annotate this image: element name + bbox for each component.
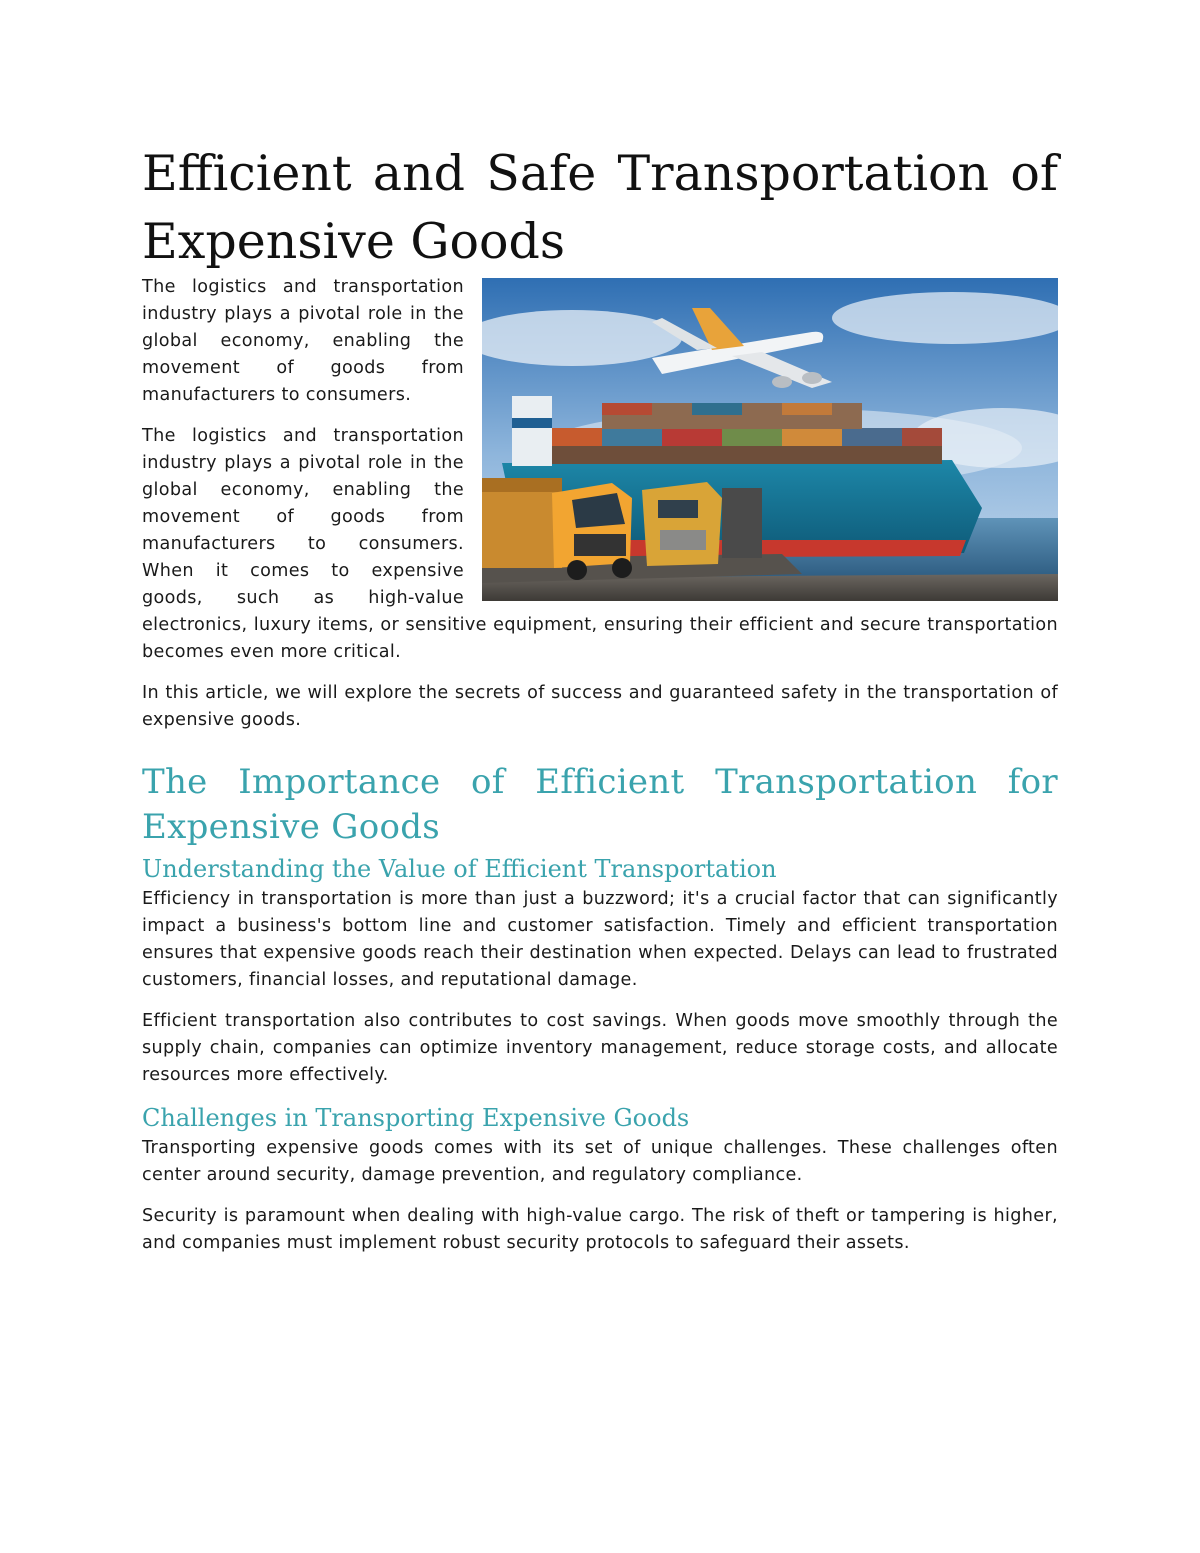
subsection-heading: Understanding the Value of Efficient Transportation — [142, 855, 777, 883]
intro-paragraph: The logistics and transportation industry plays a pivotal role in the global economy, enabling the movement of goods from manufacturers to consumers. When it comes to expensive goods, such as high-value electronics, luxury items, or sensitive equipment, ensuring their efficient and secure transportation becomes even more critical. — [142, 426, 1058, 662]
body-paragraph: Transporting expensive goods comes with its set of unique challenges. These challenges often center around security, damage prevention, and regulatory compliance. — [142, 1138, 1058, 1185]
subsection-heading: Challenges in Transporting Expensive Goods — [142, 1104, 690, 1132]
body-paragraph: Efficient transportation also contributes to cost savings. When goods move smoothly through the supply chain, companies can optimize inventory management, reduce storage costs, and allocate resources more effectively. — [142, 1011, 1058, 1085]
intro-paragraph: The logistics and transportation industry plays a pivotal role in the global economy, enabling the movement of goods from manufacturers to consumers. — [142, 277, 464, 405]
document-body — [142, 140, 1058, 1271]
body-paragraph: Security is paramount when dealing with high-value cargo. The risk of theft or tampering is higher, and companies must implement robust security protocols to safeguard their assets. — [142, 1206, 1058, 1253]
body-paragraph: Efficiency in transportation is more than just a buzzword; it's a crucial factor that can significantly impact a business's bottom line and customer satisfaction. Timely and efficient transportation ensures that expensive goods reach their destination when expected. Delays can lead to frustrated customers, financial losses, and reputational damage. — [142, 889, 1058, 990]
transport-illustration — [482, 278, 1058, 601]
intro-paragraph: In this article, we will explore the secrets of success and guaranteed safety in the transportation of expensive goods. — [142, 683, 1058, 730]
section-heading: The Importance of Efficient Transportation for Expensive Goods — [142, 762, 1058, 847]
document-title: Efficient and Safe Transportation of Expensive Goods — [142, 145, 1058, 270]
